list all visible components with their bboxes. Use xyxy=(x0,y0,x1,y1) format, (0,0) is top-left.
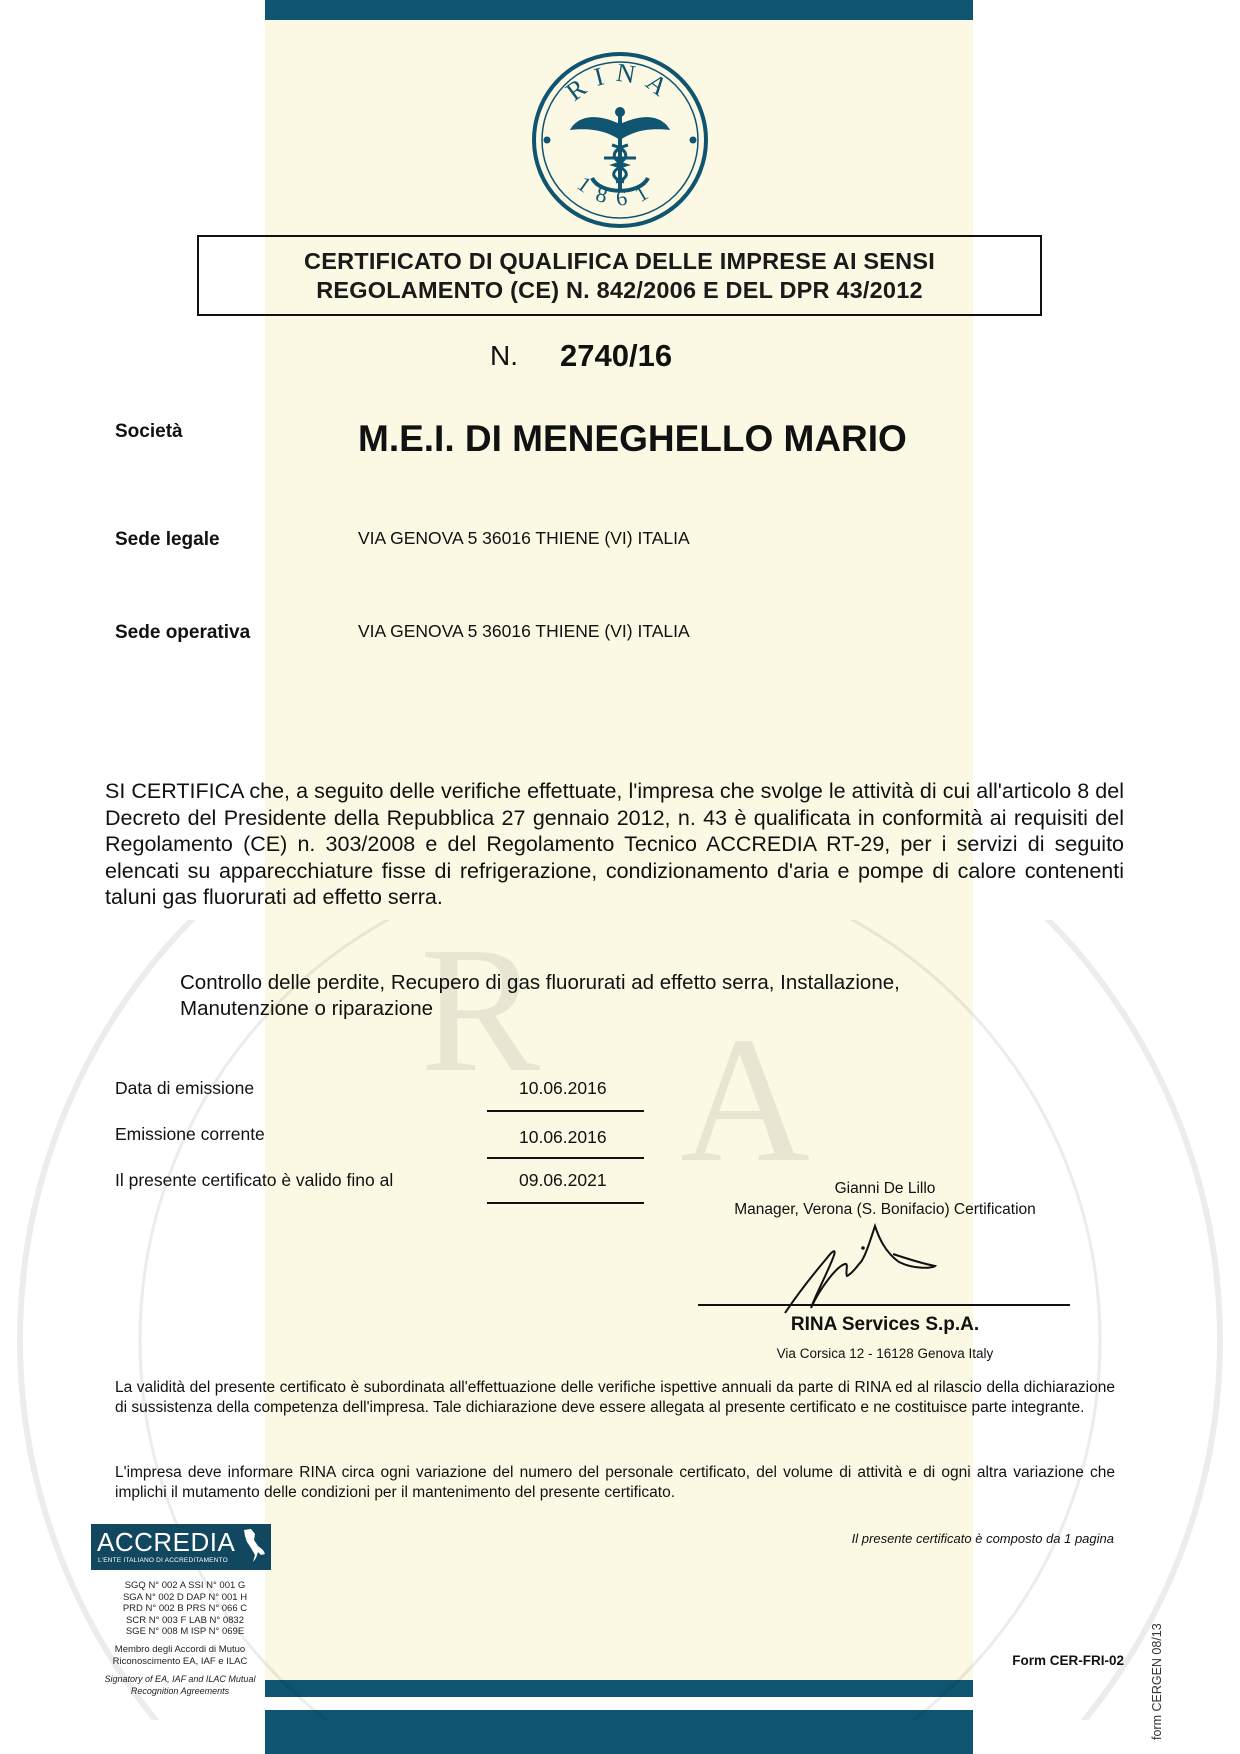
certificate-title xyxy=(197,235,1042,316)
societa-label: Società xyxy=(115,421,183,442)
accredia-member-line: Riconoscimento EA, IAF e ILAC xyxy=(112,1655,248,1667)
date-underline xyxy=(487,1157,644,1159)
accredia-code-line: SGA N° 002 D DAP N° 001 H xyxy=(122,1591,248,1603)
accredia-signatory-line: Signatory of EA, IAF and ILAC Mutual xyxy=(104,1674,256,1684)
title-line-2: REGOLAMENTO (CE) N. 842/2006 E DEL DPR 43/2012 xyxy=(316,276,923,303)
sede-legale-value: VIA GENOVA 5 36016 THIENE (VI) ITALIA xyxy=(358,528,690,548)
title-line-1: CERTIFICATO DI QUALIFICA DELLE IMPRESE AI SENSI xyxy=(304,247,935,274)
date-underline xyxy=(487,1110,644,1112)
services-line-1: Controllo delle perdite, Recupero di gas fluorurati ad effetto serra, Installazione, xyxy=(180,971,900,994)
pages-note: Il presente certificato è composto da 1 pagina xyxy=(851,1531,1114,1546)
accredia-member-line: Membro degli Accordi di Mutuo xyxy=(114,1644,246,1655)
date-value-emissione: 10.06.2016 xyxy=(519,1078,607,1098)
accredia-code-line: SGQ N° 002 A SSI N° 001 G xyxy=(124,1580,246,1591)
rina-logo xyxy=(530,50,710,230)
accredia-logo xyxy=(91,1524,271,1570)
accredia-code-line: PRD N° 002 B PRS N° 066 C xyxy=(122,1603,248,1614)
logo-year-text: 1861 xyxy=(572,170,663,211)
accredia-signatory xyxy=(90,1674,270,1697)
signatory-role: Manager, Verona (S. Bonifacio) Certification xyxy=(734,1201,1036,1218)
date-label-corrente: Emissione corrente xyxy=(115,1124,265,1144)
services-list xyxy=(180,970,900,1022)
signatory-name: Gianni De Lillo xyxy=(834,1180,936,1197)
svg-text:A: A xyxy=(680,1000,810,1199)
signatory-block xyxy=(725,1178,1045,1220)
accredia-logo-text: ACCREDIA xyxy=(97,1527,236,1557)
certification-text: SI CERTIFICA che, a seguito delle verifiche effettuate, l'impresa che svolge le attività di cui all'articolo 8 del Decreto del Presidente della Repubblica 27 gennaio 2012, n. 43 è qualificata in conformità ai requisiti del Regolamento (CE) n. 303/2008 e del Regolamento Tecnico ACCREDIA RT-29, per i servizi di seguito elencati su apparecchiature fisse di refrigerazione, condizionamento d'aria e pompe di calore contenenti taluni gas fluorurati ad effetto serra. xyxy=(105,779,1124,909)
company-address: Via Corsica 12 - 16128 Genova Italy xyxy=(776,1346,994,1361)
date-label-validita: Il presente certificato è valido fino al xyxy=(115,1170,394,1190)
services-line-2: Manutenzione o riparazione xyxy=(180,997,433,1020)
form-code: Form CER-FRI-02 xyxy=(1012,1653,1124,1668)
italy-map-icon xyxy=(241,1528,267,1566)
top-bar xyxy=(265,0,973,20)
certificate-number: 2740/16 xyxy=(560,338,673,373)
accredia-code-line: SCR N° 003 F LAB N° 0832 xyxy=(126,1614,244,1626)
company-name: M.E.I. DI MENEGHELLO MARIO xyxy=(358,418,907,459)
accredia-signatory-line: Recognition Agreements xyxy=(130,1685,230,1696)
date-value-corrente: 10.06.2016 xyxy=(519,1127,607,1147)
changes-note: L'impresa deve informare RINA circa ogni variazione del numero del personale certificato, del volume di attività e di ogni altra variazione che implichi il mutamento delle condizioni per il mantenimento del presente certificato. xyxy=(115,1464,1115,1501)
accredia-member xyxy=(95,1644,265,1667)
company-signature-name: RINA Services S.p.A. xyxy=(790,1314,980,1335)
side-form-code: form CERGEN 08/13 xyxy=(1150,1623,1164,1740)
date-underline xyxy=(487,1202,644,1204)
accredia-logo-subtext: L'ENTE ITALIANO DI ACCREDITAMENTO xyxy=(98,1557,228,1564)
logo-top-text: RINA xyxy=(560,57,682,108)
accredia-code-line: SGE N° 008 M ISP N° 069E xyxy=(125,1626,245,1637)
accredia-codes xyxy=(110,1580,260,1638)
signature xyxy=(775,1218,955,1318)
number-prefix: N. xyxy=(490,340,518,371)
sede-operativa-label: Sede operativa xyxy=(115,622,251,643)
date-label-emissione: Data di emissione xyxy=(115,1078,255,1098)
date-value-validita: 09.06.2021 xyxy=(519,1170,607,1190)
validity-note: La validità del presente certificato è subordinata all'effettuazione delle verifiche ispettive annuali da parte di RINA ed al rilascio della dichiarazione di sussistenza della competenza dell'impresa. Tale dichiarazione deve essere allegata al presente certificato e ne costituisce parte integrante. xyxy=(115,1379,1115,1416)
sede-legale-label: Sede legale xyxy=(115,529,220,550)
svg-text:R: R xyxy=(420,920,541,1109)
sede-operativa-value: VIA GENOVA 5 36016 THIENE (VI) ITALIA xyxy=(358,621,690,641)
signature-line xyxy=(698,1304,1070,1306)
